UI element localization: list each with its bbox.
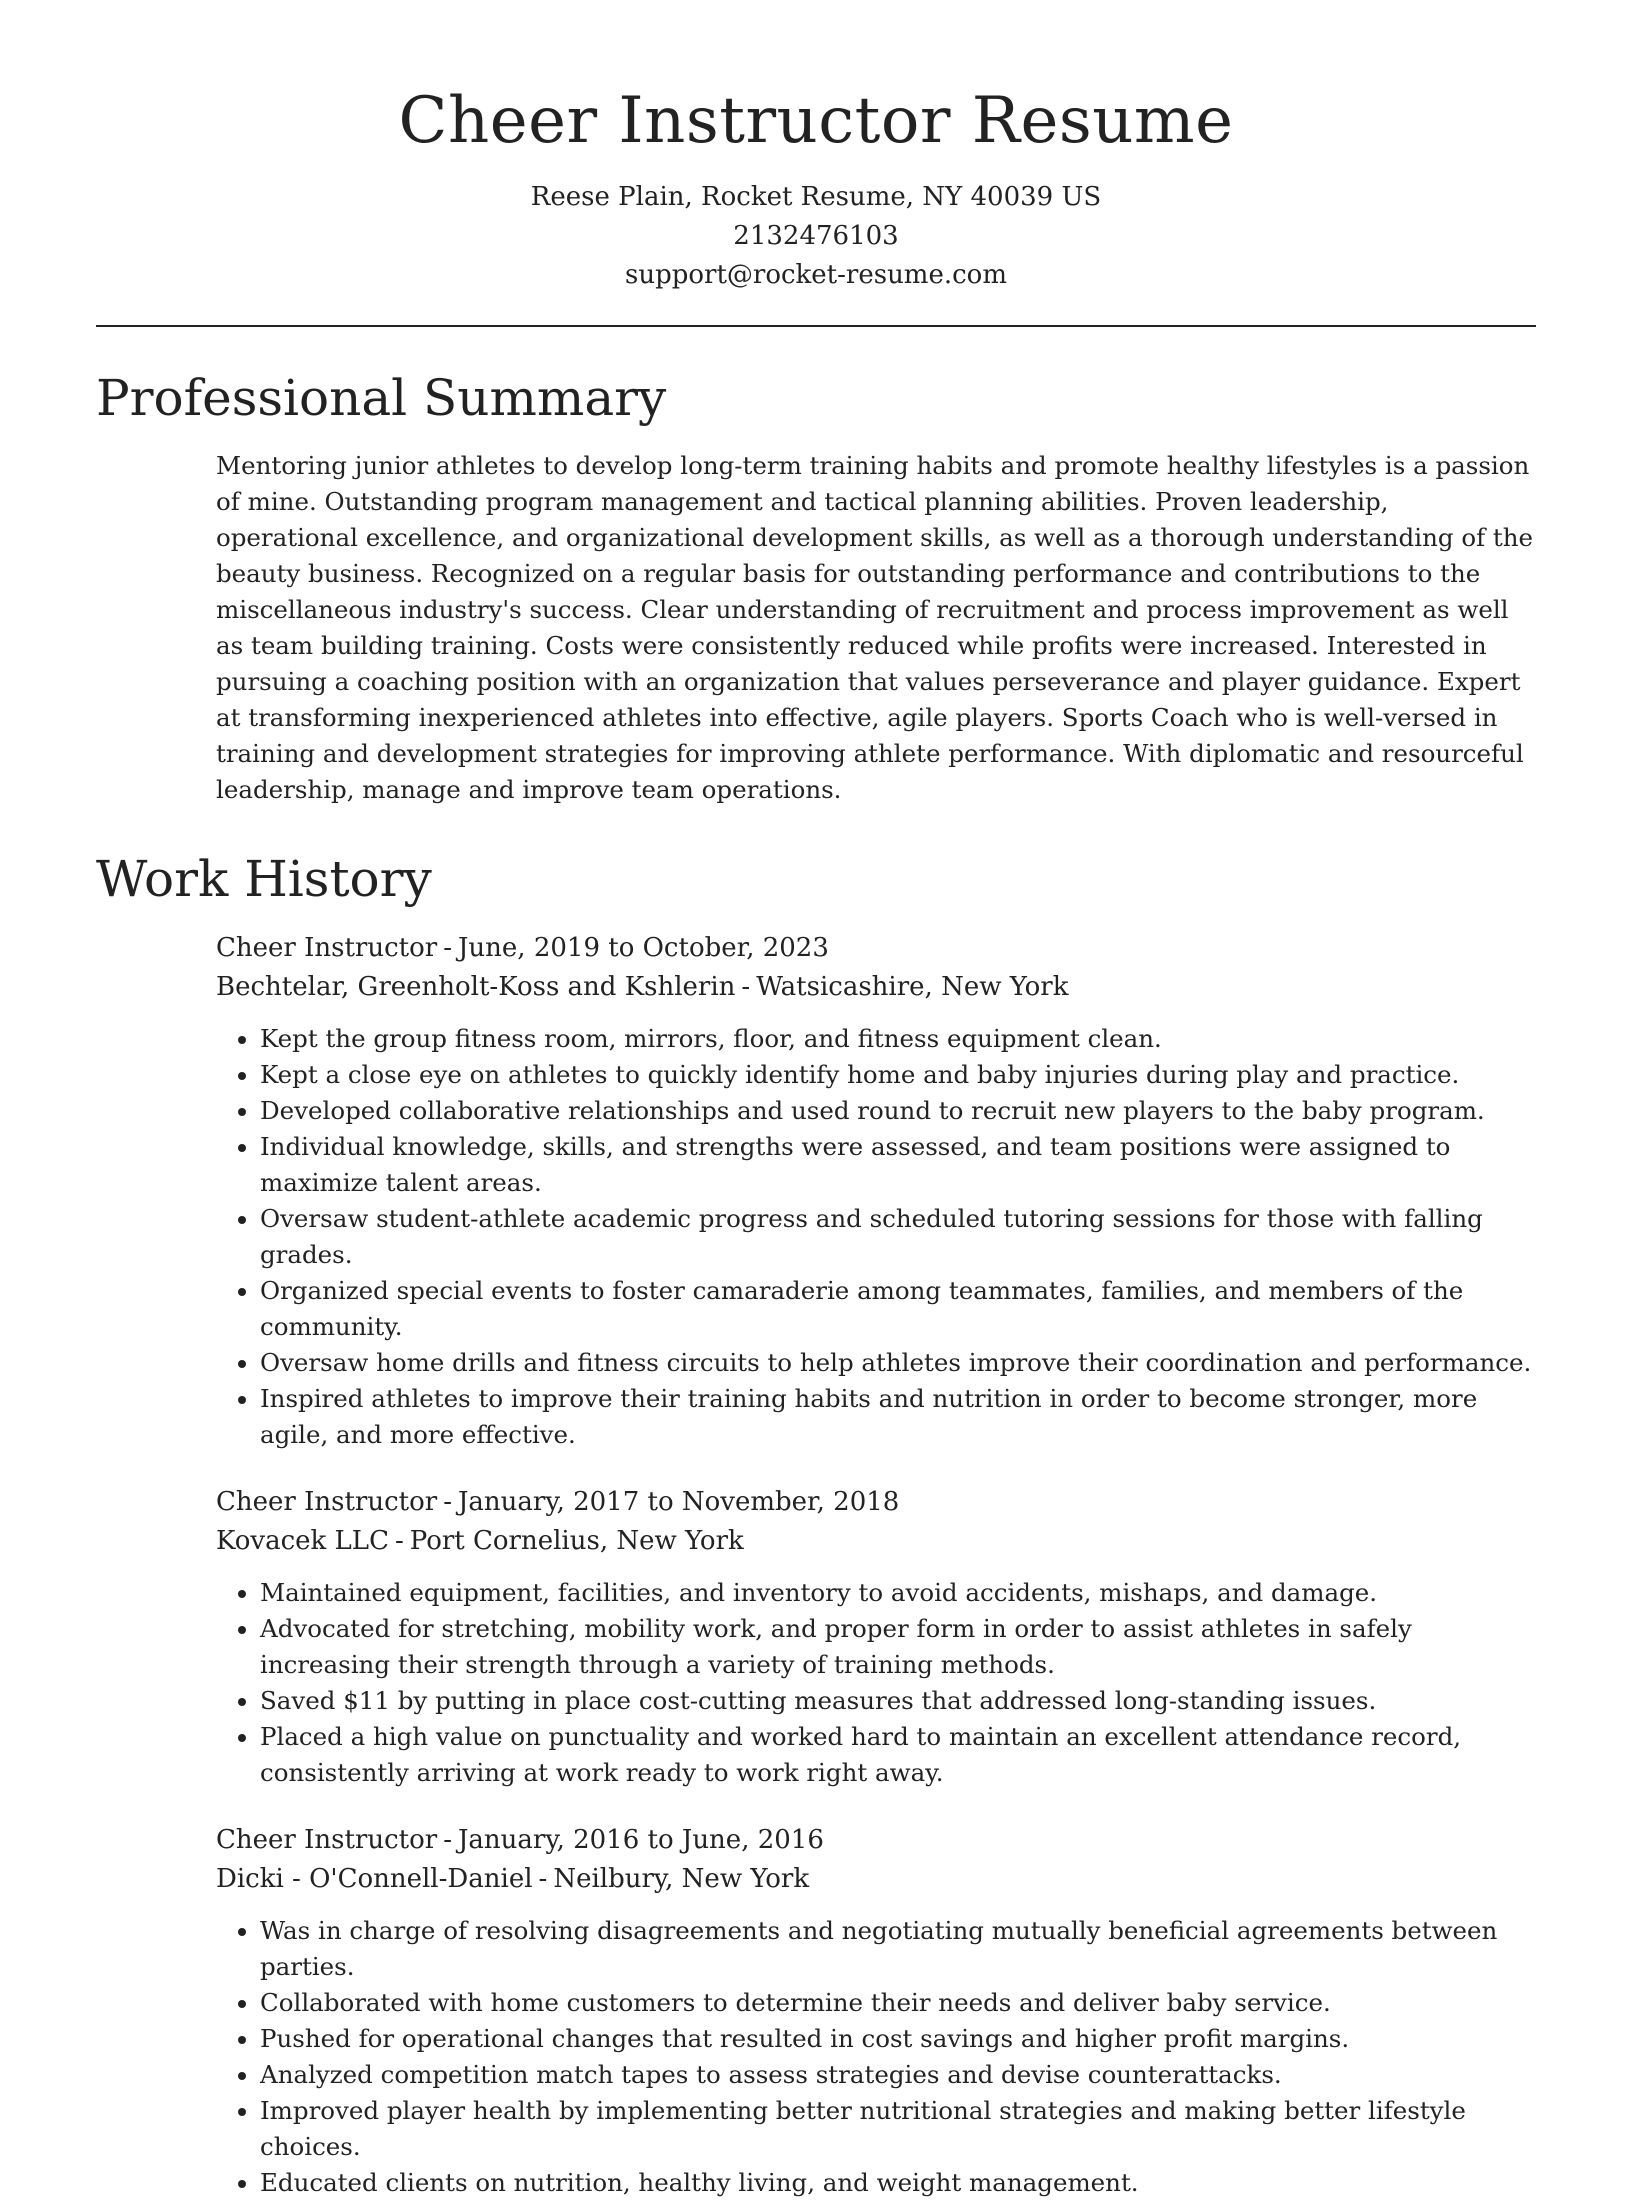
job-title-line (216, 929, 1536, 968)
bullet-item: • Individual knowledge, skills, and strengths were assessed, and team positions were assigned to maximize talent areas. (260, 1129, 1536, 1201)
bullet-item: • Advocated for stretching, mobility work, and proper form in order to assist athletes in safely increasing their strength through a variety of training methods. (260, 1611, 1536, 1683)
separator: - (538, 1864, 548, 1895)
bullet-item: • Educated clients on nutrition, healthy living, and weight management. (260, 2165, 1536, 2201)
job-dates: June, 2019 to October, 2023 (457, 933, 829, 964)
contact-phone: 2132476103 (733, 221, 899, 252)
bullet-item: • Pushed for operational changes that resulted in cost savings and higher profit margins. (260, 2021, 1536, 2057)
bullet-item: • Improved player health by implementing better nutritional strategies and making better lifestyle choices. (260, 2093, 1536, 2165)
job-entry (216, 1483, 1536, 1791)
job-location: Port Cornelius, New York (409, 1526, 744, 1557)
job-company: Kovacek LLC (216, 1526, 389, 1557)
separator: - (741, 972, 751, 1003)
job-location: Neilbury, New York (553, 1864, 810, 1895)
bullet-item: • Analyzed competition match tapes to assess strategies and devise counterattacks. (260, 2057, 1536, 2093)
summary-heading: Professional Summary (96, 369, 667, 428)
contact-email: support@rocket-resume.com (624, 260, 1007, 291)
bullet-item: • Organized special events to foster camaraderie among teammates, families, and members of the community. (260, 1273, 1536, 1345)
job-location: Watsicashire, New York (756, 972, 1069, 1003)
job-title: Cheer Instructor (216, 1487, 438, 1518)
job-title-line (216, 1821, 1536, 1860)
resume-header (96, 0, 1536, 295)
job-dates: January, 2017 to November, 2018 (457, 1487, 900, 1518)
bullet-item: • Saved $11 by putting in place cost-cutting measures that addressed long-standing issues. (260, 1683, 1536, 1719)
job-company-line (216, 1860, 1536, 1899)
job-dates: January, 2016 to June, 2016 (457, 1825, 824, 1856)
bullet-item: • Oversaw home drills and fitness circuits to help athletes improve their coordination and performance. (260, 1345, 1536, 1381)
job-company: Bechtelar, Greenholt-Koss and Kshlerin (216, 972, 736, 1003)
job-title-line (216, 1483, 1536, 1522)
job-entry (216, 929, 1536, 1453)
contact-block (96, 178, 1536, 295)
summary-text: Mentoring junior athletes to develop long-term training habits and promote healthy lifestyles is a passion of mine. Outstanding program management and tactical planning abilities. Proven leadership, operational excellence, and organizational development skills, as well as a thorough understanding of the beauty business. Recognized on a regular basis for outstanding performance and contributions to the miscellaneous industry's success. Clear understanding of recruitment and process improvement as well as team building training. Costs were consistently reduced while profits were increased. Interested in pursuing a coaching position with an organization that values perseverance and player guidance. Expert at transforming inexperienced athletes into effective, agile players. Sports Coach who is well-versed in training and development strategies for improving athlete performance. With diplomatic and resourceful leadership, manage and improve team operations. (216, 451, 1534, 805)
job-company-line (216, 968, 1536, 1007)
work-history-heading: Work History (96, 850, 432, 909)
bullet-item: • Developed collaborative relationships and used round to recruit new players to the baby program. (260, 1093, 1536, 1129)
job-bullets (216, 1021, 1536, 1453)
document-title: Cheer Instructor Resume (398, 84, 1234, 158)
job-bullets (216, 1913, 1536, 2201)
header-divider (96, 325, 1536, 327)
job-title: Cheer Instructor (216, 1825, 438, 1856)
bullet-item: • Kept the group fitness room, mirrors, floor, and fitness equipment clean. (260, 1021, 1536, 1057)
job-title: Cheer Instructor (216, 933, 438, 964)
job-entry (216, 1821, 1536, 2201)
bullet-item: • Placed a high value on punctuality and worked hard to maintain an excellent attendance record, consistently arriving at work ready to work right away. (260, 1719, 1536, 1791)
bullet-item: • Maintained equipment, facilities, and inventory to avoid accidents, mishaps, and damage. (260, 1575, 1536, 1611)
contact-address: Reese Plain, Rocket Resume, NY 40039 US (530, 182, 1102, 213)
separator: - (443, 1487, 452, 1518)
bullet-item: • Oversaw student-athlete academic progress and scheduled tutoring sessions for those with falling grades. (260, 1201, 1536, 1273)
bullet-item: • Inspired athletes to improve their training habits and nutrition in order to become stronger, more agile, and more effective. (260, 1381, 1536, 1453)
separator: - (394, 1526, 404, 1557)
separator: - (443, 933, 452, 964)
separator: - (443, 1825, 452, 1856)
bullet-item: • Kept a close eye on athletes to quickly identify home and baby injuries during play and practice. (260, 1057, 1536, 1093)
bullet-item: • Collaborated with home customers to determine their needs and deliver baby service. (260, 1985, 1536, 2021)
job-company-line (216, 1522, 1536, 1561)
bullet-item: • Was in charge of resolving disagreements and negotiating mutually beneficial agreements between parties. (260, 1913, 1536, 1985)
job-bullets (216, 1575, 1536, 1791)
job-company: Dicki - O'Connell-Daniel (216, 1864, 533, 1895)
